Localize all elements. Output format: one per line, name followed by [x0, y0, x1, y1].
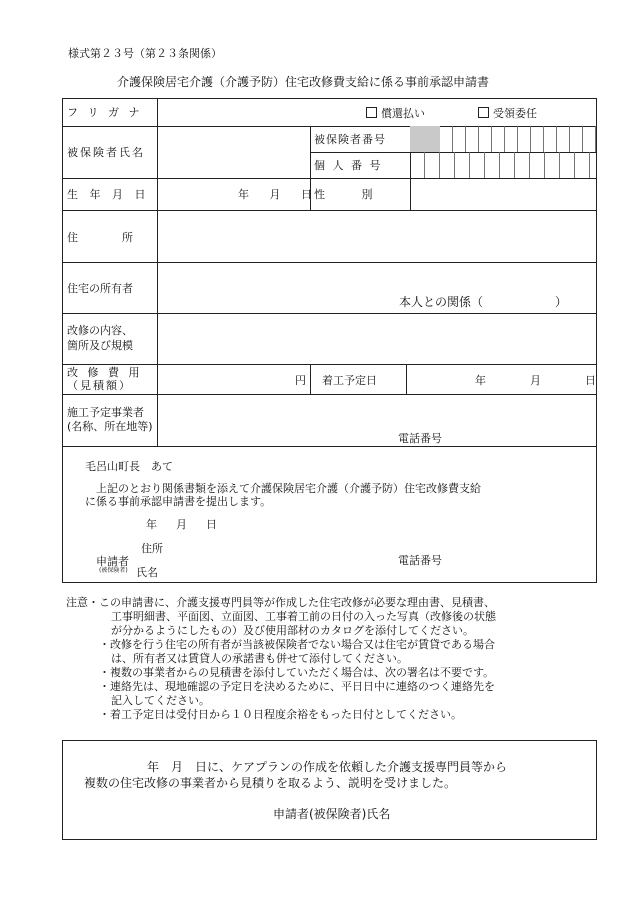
addressee: 毛呂山町長 あて	[85, 460, 173, 473]
confirmation-line1: 年 月 日に、ケアプランの作成を依頼した介護支援専門員等から	[147, 760, 508, 774]
applicant-label: 申請者	[96, 555, 129, 568]
cost-yen: 円	[295, 374, 306, 387]
content-label-line2: 箇所及び規模	[67, 339, 133, 352]
page-title: 介護保険居宅介護（介護予防）住宅改修費支給に係る事前承認申請書	[117, 75, 490, 89]
address-label: 住 所	[67, 231, 133, 244]
contractor-phone-label: 電話番号	[398, 432, 442, 445]
sex-label: 性 別	[314, 188, 373, 201]
insured-number-label: 被保険者番号	[314, 133, 386, 146]
content-label-line1: 改修の内容、	[67, 324, 133, 337]
note-line: ・連絡先は、現地確認の予定日を決めるために、平日日中に連絡のつく連絡先を	[99, 680, 495, 693]
applicant-sub-label: (被保険者)	[99, 567, 128, 574]
declaration-line2: に係る事前承認申請書を提出します。	[85, 495, 272, 508]
start-date-label: 着工予定日	[322, 374, 377, 387]
note-line: が分かるようにしたもの）及び使用部材のカタログを添付してください。	[111, 624, 474, 637]
start-date-field[interactable]: 年 月 日	[475, 374, 596, 387]
cost-label-line2: （見積額）	[67, 379, 132, 392]
owner-relation[interactable]: 本人との関係（ ）	[399, 295, 568, 309]
proxy-receipt-option[interactable]	[478, 107, 537, 120]
birthdate-field[interactable]: 年 月 日	[238, 188, 314, 201]
personal-number-label: 個 人 番 号	[314, 159, 383, 172]
reimbursement-option[interactable]	[366, 107, 425, 120]
furigana-field[interactable]	[160, 100, 360, 124]
declaration-date[interactable]: 年 月 日	[146, 518, 221, 531]
contractor-label-line2: (名称、所在地等)	[67, 420, 153, 433]
insured-number-cells[interactable]	[440, 126, 597, 152]
reimbursement-checkbox[interactable]	[366, 107, 377, 118]
form-number: 様式第２３号（第２３条関係）	[68, 47, 222, 60]
note-line: ・改修を行う住宅の所有者が当該被保険者でない場合又は住宅が賃貸である場合	[99, 638, 495, 651]
note-line: は、所有者又は賃貸人の承諾書も併せて添付してください。	[111, 652, 408, 665]
proxy-receipt-label: 受領委任	[493, 107, 537, 120]
reimbursement-label: 償還払い	[381, 107, 425, 120]
confirmation-box	[62, 740, 597, 840]
note-line: 工事明細書、平面図、立面図、工事着工前の日付の入った写真（改修後の状態	[111, 610, 496, 623]
birthdate-label: 生 年 月 日	[67, 188, 150, 201]
proxy-receipt-checkbox[interactable]	[478, 107, 489, 118]
owner-label: 住宅の所有者	[67, 282, 133, 295]
note-line: 記入してください。	[111, 694, 210, 707]
note-line: 注意・この申請書に、介護支援専門員等が作成した住宅改修が必要な理由書、見積書、	[66, 596, 495, 609]
confirmation-line2: 複数の住宅改修の事業者から見積りを取るよう、説明を受けました。	[84, 776, 457, 790]
applicant-phone-label: 電話番号	[398, 554, 442, 567]
declaration-line1: 上記のとおり関係書類を添えて介護保険居宅介護（介護予防）住宅改修費支給	[96, 482, 481, 495]
note-line: ・着工予定日は受付日から１０日程度余裕をもった日付としてください。	[99, 708, 462, 721]
insured-number-first-cell	[410, 126, 440, 152]
contractor-label-line1: 施工予定事業者	[67, 406, 144, 419]
applicant-address-label: 住所	[141, 542, 163, 555]
furigana-label: フ リ ガ ナ	[67, 106, 143, 119]
cost-label-line1: 改 修 費 用	[67, 366, 143, 379]
insured-name-label: 被保険者氏名	[67, 146, 145, 159]
note-line: ・複数の事業者からの見積書を添付していただく場合は、次の署名は不要です。	[99, 666, 495, 679]
applicant-name-label: 氏名	[136, 566, 158, 579]
personal-number-cells[interactable]	[410, 152, 597, 178]
confirmation-signature[interactable]: 申請者(被保険者)氏名	[273, 807, 391, 821]
